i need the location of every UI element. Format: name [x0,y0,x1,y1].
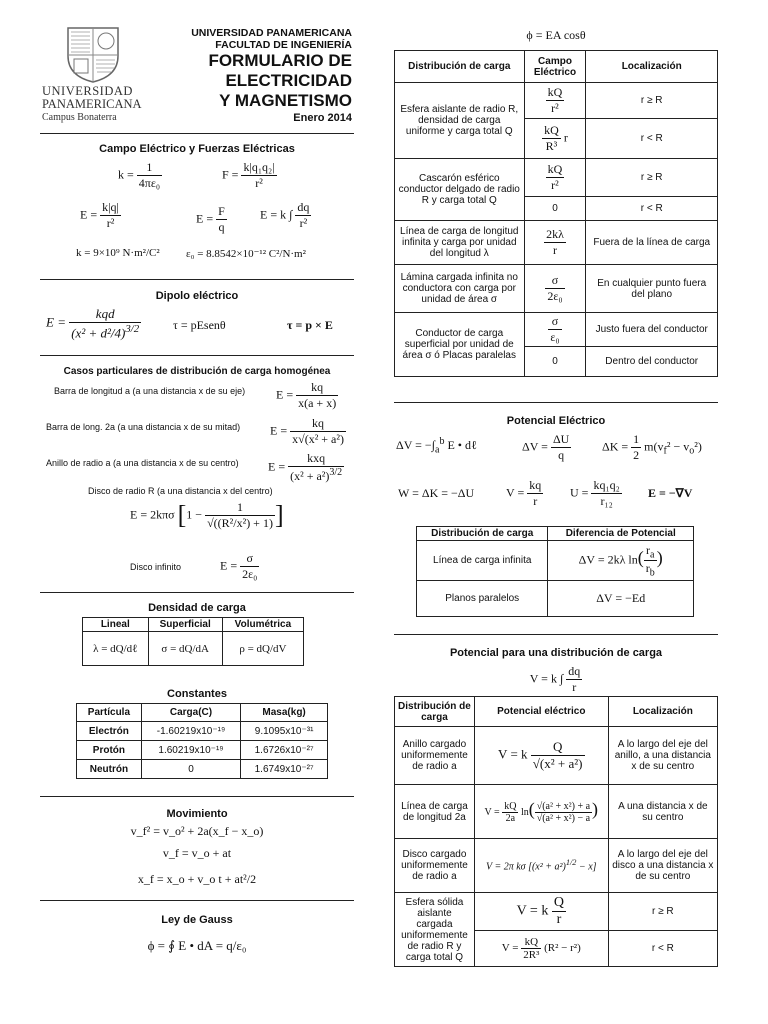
potential-table-header-distribution: Distribución de carga [417,527,548,541]
formula-distribution-potential: V = k ∫ $\frac{dq}{r}$ [529,664,581,694]
formula-coulomb-force: F = $\frac{\text{k|q₁q₂|}}{\text{r²}}$ [222,160,275,190]
potential-dist-row-ring: Anillo cargado uniformemente de radio a [395,727,475,785]
section-title-campo: Campo Eléctrico y Fuerzas Eléctricas [99,143,295,155]
constants-mass-proton: 1.6726x10⁻²⁷ [241,741,328,760]
field-row-infinite-line: Línea de carga de longitud infinita y carga por unidad del longitud λ [395,221,525,265]
formula-flux: ϕ = EA cosθ [526,28,586,42]
field-row-infinite-sheet: Lámina cargada infinita no conductora con carga por unidad de área σ [395,265,525,313]
case-bar-2a-label: Barra de long. 2a (a una distancia x de su mitad) [46,422,241,432]
potential-dist-row-line: Línea de carga de longitud 2a [395,785,475,839]
constants-header-mass: Masa(kg) [241,704,328,722]
field-conductor-inside-location: Dentro del conductor [586,347,718,377]
header-date: Enero 2014 [293,112,352,124]
section-title-constantes: Constantes [167,688,227,700]
formula-disk: E = 2kπσ [1 − $\frac{1}{\text{√((R²/x²) + 1)}}$ ] [130,500,284,530]
formula-e-integral: E = k ∫ $\frac{dq}{\text{r²}}$ [260,200,310,230]
section-title-movimiento: Movimiento [166,808,228,820]
formula-bar-2a: E = $\frac{kq}{\text{x√(x² + a²)}}$ [270,416,344,446]
field-infinite-sheet-location: En cualquier punto fuera del plano [586,265,718,313]
case-ring-label: Anillo de radio a (a una distancia x de su centro) [46,458,239,468]
potential-table-header-difference: Diferencia de Potencial [548,527,694,541]
case-bar-a-label: Barra de longitud a (a una distancia x de su eje) [54,386,246,396]
potential-infinite-line: ΔV = 2kλ ln( $\frac{r_a}{r_b}$ ) [548,541,694,581]
potential-difference-table [416,526,694,617]
formula-potential-energy: U = $\frac{\text{kq₁q₂}}{\text{r₁₂}}$ [570,478,620,508]
constants-particle-neutron: Neutrón [77,760,142,779]
potential-dist-row-solid-sphere: Esfera sólida aislante cargada uniformemente de radio R y carga total Q [395,893,475,967]
section-title-gauss: Ley de Gauss [161,914,233,926]
constants-table [76,703,328,779]
section-title-dipolo: Dipolo eléctrico [155,290,239,302]
field-infinite-line: $\frac{2k\lambda}{r}$ [524,221,586,265]
case-infinite-disk-label: Disco infinito [130,562,182,572]
density-header-volumetrica: Volumétrica [222,618,303,632]
density-table [82,617,304,666]
potential-sphere-inside: V = $\frac{kQ}{\text{2R³}}$ (R² − r²) [474,931,608,967]
formula-kinetic-energy: ΔK = $\frac{1}{2}$ $m(v_f^2 - v_o^2)$ [602,432,702,462]
section-title-potencial-dist: Potencial para una distribución de carga [449,647,663,659]
potential-row-infinite-line: Línea de carga infinita [417,541,548,581]
density-header-lineal: Lineal [83,618,149,632]
constant-e0-value: ε₀ = 8.8542×10⁻¹² C²/N·m² [186,248,306,260]
field-table-header-location: Localización [586,51,718,83]
field-infinite-sheet: $\frac{\sigma}{\text{2ε₀}}$ [524,265,586,313]
formula-dipole-field: E = $\frac{\text{kqd}}{(x^2 + d^2/4)^{3/2}}$ [46,306,140,341]
university-shield-icon [66,26,120,84]
field-conductor-inside: 0 [524,347,586,377]
formula-work: W = ΔK = −ΔU [398,486,475,500]
field-table-header-field: Campo Eléctrico [524,51,586,83]
formula-position: x_f = x_o + v_o t + at²/2 [137,872,257,886]
potential-disk-location: A lo largo del eje del disco a una distancia x de su centro [608,839,717,893]
constants-particle-proton: Protón [77,741,142,760]
formula-e-point: E = $\frac{k|q|}{\text{r²}}$ [80,200,119,230]
potential-line-location: A una distancia x de su centro [608,785,717,839]
density-volume: ρ = dQ/dV [222,632,303,666]
density-linear: λ = dQ/dℓ [83,632,149,666]
constants-mass-electron: 9.1095x10⁻³¹ [241,722,328,741]
field-sphere-inside: $\frac{kQ}{\text{R³}}$ r [524,119,586,159]
field-sphere-inside-location: r < R [586,119,718,159]
field-row-conductor-surface: Conductor de carga superficial por unidad de área σ ó Placas paralelas [395,313,525,377]
constants-charge-proton: 1.60219x10⁻¹⁹ [141,741,240,760]
potential-dist-header-potential: Potencial eléctrico [474,697,608,727]
constant-k-value: k = 9×10⁹ N·m²/C² [76,247,160,259]
formula-velocity: v_f = v_o + at [162,846,232,860]
field-infinite-line-location: Fuera de la línea de carga [586,221,718,265]
formula-potential-difference: $\Delta V = -\int_a^b$ E • dℓ [396,436,477,456]
formula-potential-energy-ratio: ΔV = $\frac{\Delta U}{q}$ [522,432,570,462]
logo-text-panamericana: PANAMERICANA [42,97,142,111]
formula-dipole-torque: τ = pEsenθ [173,318,226,332]
formula-k: k = $\frac{1}{\text{4πε₀}}$ [118,160,161,190]
potential-distribution-table [394,696,718,967]
section-title-densidad: Densidad de carga [148,602,246,614]
constants-particle-electron: Electrón [77,722,142,741]
potential-line: V = $\frac{kQ}{2a}$ ln( $\frac{\text{√(a² + x²) + a}}{\text{√(a² + x²) − a}}$ ) [474,785,608,839]
constants-header-charge: Carga(C) [141,704,240,722]
field-row-insulating-sphere: Esfera aislante de radio R, densidad de carga uniforme y carga total Q [395,83,525,159]
header-title-line3: Y MAGNETISMO [219,91,352,110]
field-shell-outside: $\frac{kQ}{\text{r²}}$ [524,159,586,197]
formula-e-force: E = $\frac{F}{q}$ [196,204,225,234]
section-title-casos: Casos particulares de distribución de carga homogénea [63,366,331,377]
potential-ring: V = k $\frac{Q}{\text{√(x² + a²)}}$ [474,727,608,785]
formula-bar-a: E = $\frac{kq}{x(a + x)}$ [276,380,337,410]
field-conductor-outside: $\frac{\sigma}{\text{ε₀}}$ [524,313,586,347]
density-header-superficial: Superficial [148,618,222,632]
constants-mass-neutron: 1.6749x10⁻²⁷ [241,760,328,779]
potential-dist-header-distribution: Distribución de carga [395,697,475,727]
formula-ring: E = $\frac{\text{kxq}}{(x^2 + a^2)^{3/2}}$ [268,451,343,483]
field-shell-outside-location: r ≥ R [586,159,718,197]
formula-velocity-squared: v_f² = v_o² + 2a(x_f − x_o) [130,824,264,838]
logo-text-campus: Campus Bonaterra [42,112,117,123]
header-university: UNIVERSIDAD PANAMERICANA [191,27,352,39]
constants-charge-electron: -1.60219x10⁻¹⁹ [141,722,240,741]
header-faculty: FACULTAD DE INGENIERÍA [215,39,352,51]
formula-dipole-torque-vector: τ = p × E [287,318,333,332]
potential-dist-row-disk: Disco cargado uniformemente de radio a [395,839,475,893]
potential-sphere-outside: V = k $\frac{Q}{r}$ [474,893,608,931]
potential-dist-header-location: Localización [608,697,717,727]
logo-text-university: UNIVERSIDAD [42,84,133,98]
header-title-line2: ELECTRICIDAD [225,71,352,90]
field-sphere-outside: $\frac{kQ}{\text{r²}}$ [524,83,586,119]
density-surface: σ = dQ/dA [148,632,222,666]
section-title-potencial: Potencial Eléctrico [506,415,606,427]
field-shell-inside-location: r < R [586,197,718,221]
field-distribution-table [394,50,718,377]
field-sphere-outside-location: r ≥ R [586,83,718,119]
potential-ring-location: A lo largo del eje del anillo, a una distancia x de su centro [608,727,717,785]
constants-charge-neutron: 0 [141,760,240,779]
potential-sphere-outside-location: r ≥ R [608,893,717,931]
potential-parallel-planes: ΔV = −Ed [548,581,694,617]
formula-gradient: E = −∇V [648,486,693,500]
field-conductor-outside-location: Justo fuera del conductor [586,313,718,347]
field-table-header-distribution: Distribución de carga [395,51,525,83]
formula-point-potential: V = $\frac{kq}{r}$ [506,478,542,508]
field-shell-inside: 0 [524,197,586,221]
field-row-conducting-shell: Cascarón esférico conductor delgado de radio R y carga total Q [395,159,525,221]
potential-sphere-inside-location: r < R [608,931,717,967]
case-disk-label: Disco de radio R (a una distancia x del centro) [88,486,273,496]
potential-row-parallel-planes: Planos paralelos [417,581,548,617]
formula-infinite-disk: E = $\frac{\sigma}{\text{2ε₀}}$ [220,551,258,581]
formula-gauss: ϕ = ∮ E • dA = q/ε₀ [147,938,247,953]
header-title-line1: FORMULARIO DE [208,51,352,70]
potential-disk: V = 2π kσ $[(x^2 + a^2)^{1/2} - x]$ [474,839,608,893]
constants-header-particle: Partícula [77,704,142,722]
